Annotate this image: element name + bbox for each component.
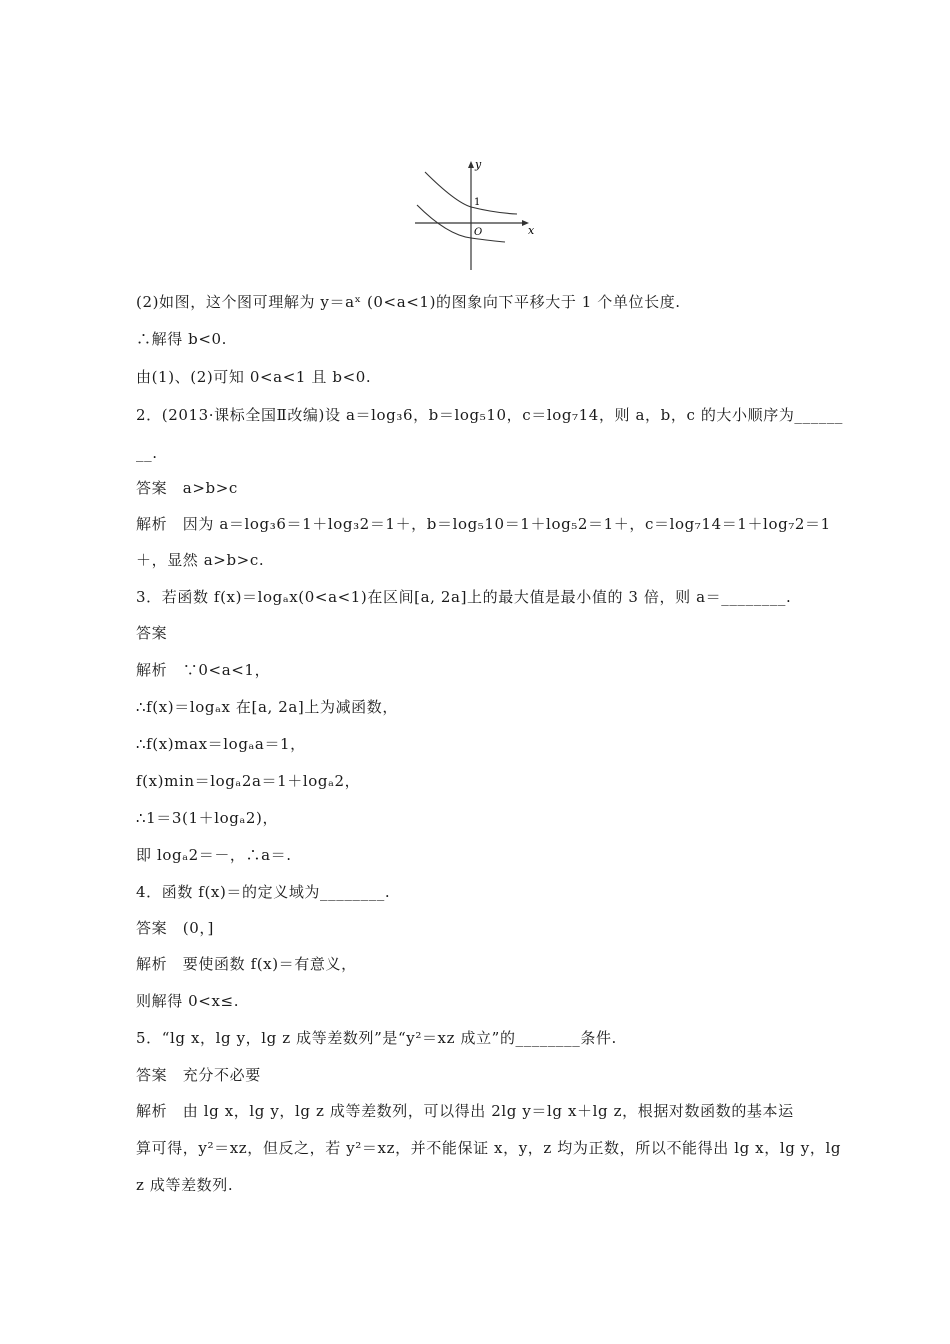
text-line: f(x)min＝logₐ2a＝1＋logₐ2， — [136, 772, 361, 790]
answer-line: 答案 — [136, 624, 168, 642]
label-origin: O — [474, 227, 483, 238]
text-line: 解析 由 lg x，lg y，lg z 成等差数列，可以得出 2lg y＝lg x＋lg z，根据对数函数的基本运 — [136, 1102, 794, 1120]
text-line: ＋，显然 a>b>c. — [136, 551, 265, 569]
text-line: 5．“lg x，lg y，lg z 成等差数列”是“y²＝xz 成立”的________条件. — [136, 1029, 617, 1047]
text-line: z 成等差数列. — [136, 1176, 234, 1194]
text-line: __. — [136, 444, 158, 462]
text-line: 解析 要使函数 f(x)＝有意义， — [136, 955, 357, 973]
text-line: ∴1＝3(1＋logₐ2)， — [136, 809, 279, 827]
answer-line: 答案 a>b>c — [136, 479, 238, 497]
text-line: 3．若函数 f(x)＝logₐx(0<a<1)在区间[a, 2a]上的最大值是最小值的 3 倍，则 a＝________. — [136, 588, 792, 606]
graph-figure — [405, 150, 545, 275]
text-line: 算可得，y²＝xz，但反之，若 y²＝xz，并不能保证 x，y，z 均为正数，所以不能得出 lg x，lg y，lg — [136, 1139, 842, 1157]
label-y: y — [475, 158, 482, 171]
text-line: 由(1)、(2)可知 0<a<1 且 b<0. — [136, 368, 372, 386]
text-line: ∴解得 b<0. — [136, 330, 228, 348]
y-axis-arrow — [468, 161, 474, 168]
label-x: x — [528, 224, 535, 237]
text-line: 即 logₐ2＝－，∴a＝. — [136, 846, 292, 864]
text-line: 则解得 0<x≤. — [136, 992, 240, 1010]
answer-line: 答案 (0，] — [136, 919, 214, 937]
answer-line: 答案 充分不必要 — [136, 1066, 261, 1084]
text-line: (2)如图，这个图可理解为 y＝aˣ (0<a<1)的图象向下平移大于 1 个单位长度. — [136, 293, 681, 311]
text-line: ∴f(x)max＝logₐa＝1， — [136, 735, 306, 753]
text-line: 4．函数 f(x)＝的定义域为________. — [136, 883, 391, 901]
exponential-graph — [405, 150, 545, 275]
text-line: 2．(2013·课标全国Ⅱ改编)设 a＝log₃6，b＝log₅10，c＝log₇14，则 a，b，c 的大小顺序为______ — [136, 406, 844, 424]
text-line: ∴f(x)＝logₐx 在[a, 2a]上为减函数， — [136, 698, 398, 716]
text-line: 解析 ∵0<a<1， — [136, 661, 271, 679]
text-line: 解析 因为 a＝log₃6＝1＋log₃2＝1＋，b＝log₅10＝1＋log₅2＝1＋，c＝log₇14＝1＋log₇2＝1 — [136, 515, 831, 533]
label-one: 1 — [474, 197, 481, 208]
